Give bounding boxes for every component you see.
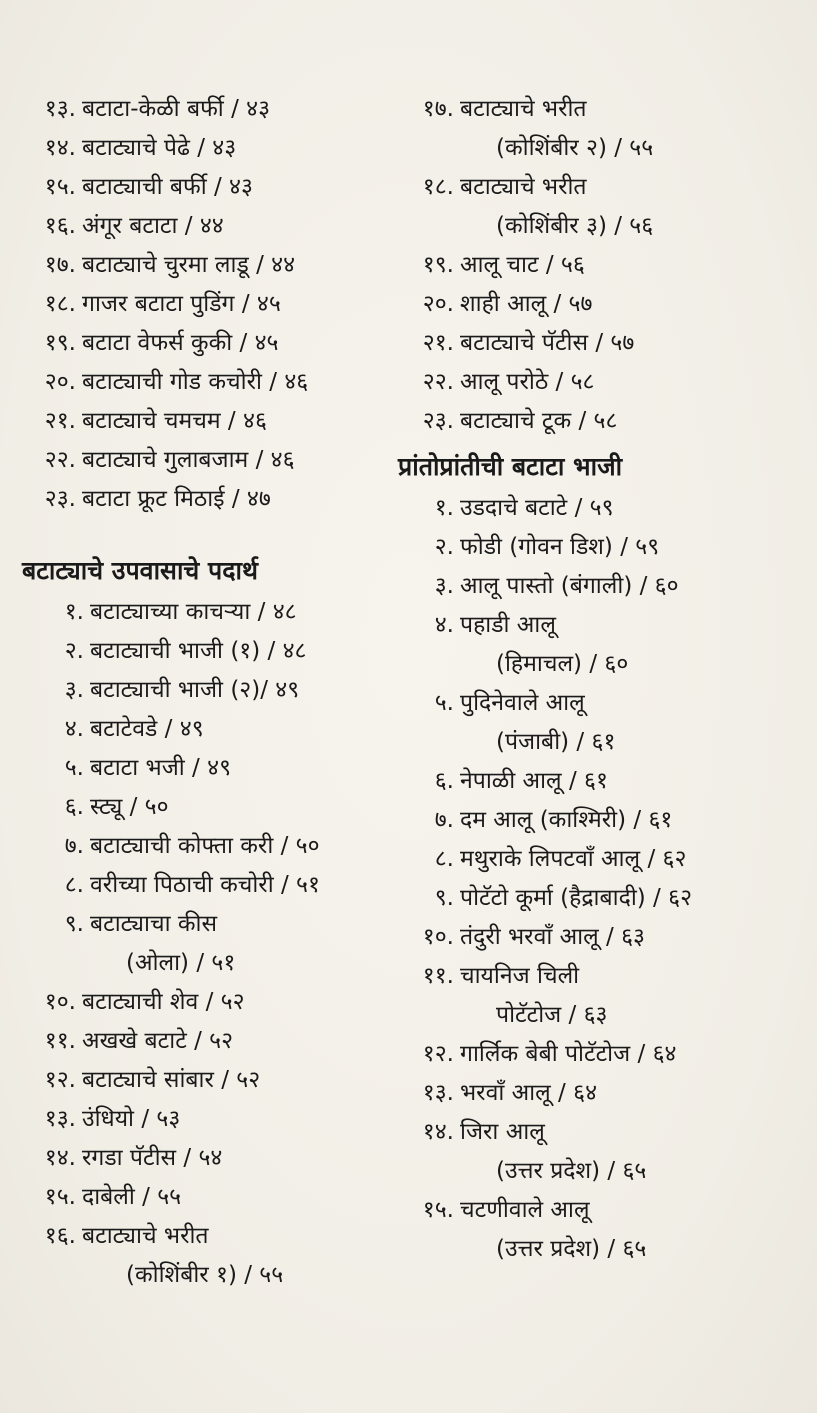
toc-entry-number: १३. <box>422 1080 454 1106</box>
toc-entry-title: बटाट्याचे चमचम / ४६ <box>82 408 267 434</box>
toc-entry-number: ६. <box>434 768 454 794</box>
toc-entry-number: १४. <box>44 135 76 161</box>
toc-entry-title: बटाटा फ्रूट मिठाई / ४७ <box>82 486 271 512</box>
toc-entry-number: ५. <box>434 690 454 716</box>
toc-entry-title: बटाट्याचे भरीत <box>82 1223 209 1249</box>
section-heading-regional-dishes: प्रांतोप्रांतीची बटाटा भाजी <box>398 452 623 481</box>
toc-entry-title: शाही आलू / ५७ <box>460 291 593 317</box>
toc-entry-title: बटाट्याची बर्फी / ४३ <box>82 174 253 200</box>
left-group-2 <box>22 593 402 944</box>
toc-entry <box>22 207 402 246</box>
toc-entry-continuation: (उत्तर प्रदेश) / ६५ <box>496 1158 647 1184</box>
toc-entry-continuation: पोटॅटोज / ६३ <box>496 1002 608 1028</box>
toc-entry-number: १५. <box>44 174 76 200</box>
toc-entry-title: बटाट्याची भाजी (२)/ ४९ <box>90 677 300 703</box>
toc-entry-number: ४. <box>434 612 454 638</box>
toc-entry-number: १९. <box>44 330 76 356</box>
toc-entry-title: दम आलू (काश्मिरी) / ६१ <box>460 807 673 833</box>
left-group-3 <box>22 983 402 1256</box>
toc-entry <box>398 1074 798 1113</box>
toc-entry-number: २१. <box>44 408 76 434</box>
toc-entry-number: २. <box>434 534 454 560</box>
toc-entry-title: स्ट्यू / ५० <box>90 794 169 820</box>
toc-entry-number: २२. <box>44 447 76 473</box>
toc-entry <box>398 489 798 528</box>
toc-entry <box>22 1178 402 1217</box>
toc-entry-title: चायनिज चिली <box>460 963 580 989</box>
toc-entry-number: ३. <box>64 677 84 703</box>
toc-entry-number: १९. <box>422 252 454 278</box>
toc-entry-title: बटाट्याचे भरीत <box>460 174 587 200</box>
right-group-4 <box>398 1035 798 1152</box>
toc-entry-title: बटाट्याचे गुलाबजाम / ४६ <box>82 447 295 473</box>
right-group-2 <box>398 489 798 645</box>
toc-entry-number: १६. <box>44 213 76 239</box>
toc-entry <box>398 918 798 957</box>
toc-entry <box>398 285 798 324</box>
toc-entry-title: बटाट्याचे टूक / ५८ <box>460 408 618 434</box>
toc-entry-title: बटाटा वेफर्स कुकी / ४५ <box>82 330 279 356</box>
toc-entry-number: १७. <box>44 252 76 278</box>
toc-entry <box>398 246 798 285</box>
toc-entry-title: बटाट्याची भाजी (१) / ४८ <box>90 638 307 664</box>
toc-entry-title: गाजर बटाटा पुडिंग / ४५ <box>82 291 281 317</box>
toc-entry-title: फोडी (गोवन डिश) / ५९ <box>460 534 660 560</box>
toc-entry-number: ८. <box>64 872 84 898</box>
toc-entry-number: १८. <box>44 291 76 317</box>
toc-entry-number: १६. <box>44 1223 76 1249</box>
right-group-3 <box>398 762 798 996</box>
toc-entry-title: बटाट्याचे पॅटीस / ५७ <box>460 330 635 356</box>
toc-entry-title: अंगूर बटाटा / ४४ <box>82 213 224 239</box>
toc-entry <box>398 957 798 996</box>
toc-entry <box>22 827 402 866</box>
toc-entry <box>398 528 798 567</box>
toc-entry <box>398 840 798 879</box>
toc-entry <box>22 1022 402 1061</box>
toc-entry-title: बटाट्याचा कीस <box>90 911 218 937</box>
toc-entry-number: २३. <box>44 486 76 512</box>
toc-entry-continuation: (कोशिंबीर ३) / ५६ <box>496 213 654 239</box>
toc-entry <box>22 905 402 944</box>
toc-entry-number: ३. <box>434 573 454 599</box>
toc-entry-title: मथुराके लिपटवाँ आलू / ६२ <box>460 846 687 872</box>
toc-entry-title: बटाटा भजी / ४९ <box>90 755 232 781</box>
toc-entry-title: तंदुरी भरवाँ आलू / ६३ <box>460 924 646 950</box>
toc-entry <box>22 788 402 827</box>
toc-entry <box>22 363 402 402</box>
toc-entry <box>22 285 402 324</box>
toc-entry-number: १३. <box>44 96 76 122</box>
toc-entry-number: १०. <box>422 924 454 950</box>
toc-entry-title: जिरा आलू <box>460 1119 545 1145</box>
toc-entry-title: बटाटेवडे / ४९ <box>90 716 204 742</box>
toc-entry-title: बटाट्याची गोड कचोरी / ४६ <box>82 369 309 395</box>
toc-entry-number: ११. <box>44 1028 76 1054</box>
toc-entry <box>398 567 798 606</box>
toc-entry-title: भरवाँ आलू / ६४ <box>460 1080 598 1106</box>
toc-entry <box>398 363 798 402</box>
toc-entry-number: १७. <box>422 96 454 122</box>
toc-entry <box>22 441 402 480</box>
toc-entry-number: १२. <box>422 1041 454 1067</box>
toc-entry-title: बटाट्याचे चुरमा लाडू / ४४ <box>82 252 296 278</box>
toc-entry <box>22 710 402 749</box>
toc-entry-title: रगडा पॅटीस / ५४ <box>82 1145 223 1171</box>
toc-entry-number: १५. <box>44 1184 76 1210</box>
toc-entry <box>22 983 402 1022</box>
toc-entry-title: बटाट्याच्या काचऱ्या / ४८ <box>90 599 297 625</box>
toc-entry <box>22 246 402 285</box>
toc-entry-title: बटाट्याचे भरीत <box>460 96 587 122</box>
toc-entry-title: वरीच्या पिठाची कचोरी / ५१ <box>90 872 320 898</box>
toc-entry <box>22 402 402 441</box>
toc-entry-number: ८. <box>434 846 454 872</box>
right-column <box>398 90 798 1269</box>
toc-entry-title: पुदिनेवाले आलू <box>460 690 585 716</box>
toc-entry-continuation: (कोशिंबीर २) / ५५ <box>496 135 654 161</box>
toc-entry <box>22 168 402 207</box>
toc-entry-number: ७. <box>64 833 84 859</box>
toc-entry <box>398 324 798 363</box>
toc-entry-number: १०. <box>44 989 76 1015</box>
toc-entry-continuation: (हिमाचल) / ६० <box>496 651 629 677</box>
toc-entry-title: बटाट्याचे पेढे / ४३ <box>82 135 237 161</box>
toc-entry-number: १४. <box>422 1119 454 1145</box>
toc-entry-title: दाबेली / ५५ <box>82 1184 182 1210</box>
toc-entry <box>398 402 798 441</box>
toc-entry-title: उंधियो / ५३ <box>82 1106 181 1132</box>
toc-entry-title: बटाटा-केळी बर्फी / ४३ <box>82 96 271 122</box>
toc-entry <box>22 1217 402 1256</box>
toc-entry-number: २२. <box>422 369 454 395</box>
toc-entry <box>22 1139 402 1178</box>
toc-entry-number: ९. <box>434 885 454 911</box>
toc-entry-number: ९. <box>64 911 84 937</box>
toc-entry <box>22 480 402 519</box>
toc-entry <box>22 90 402 129</box>
toc-entry-title: गार्लिक बेबी पोटॅटोज / ६४ <box>460 1041 677 1067</box>
toc-entry <box>22 1061 402 1100</box>
toc-entry-title: बटाट्याचे सांबार / ५२ <box>82 1067 261 1093</box>
toc-entry <box>398 801 798 840</box>
toc-entry-number: २०. <box>422 291 454 317</box>
toc-entry-number: २०. <box>44 369 76 395</box>
toc-entry-title: चटणीवाले आलू <box>460 1197 590 1223</box>
toc-entry-number: १५. <box>422 1197 454 1223</box>
toc-entry-title: अखखे बटाटे / ५२ <box>82 1028 234 1054</box>
toc-entry-title: आलू परोठे / ५८ <box>460 369 595 395</box>
toc-entry <box>22 632 402 671</box>
left-column <box>22 90 402 1295</box>
toc-entry <box>398 1113 798 1152</box>
toc-entry-title: पोटॅटो कूर्मा (हैद्राबादी) / ६२ <box>460 885 693 911</box>
toc-entry <box>22 866 402 905</box>
toc-entry-number: १२. <box>44 1067 76 1093</box>
toc-entry-title: नेपाळी आलू / ६१ <box>460 768 608 794</box>
toc-entry-title: उडदाचे बटाटे / ५९ <box>460 495 614 521</box>
toc-entry-continuation: (ओला) / ५१ <box>126 950 236 976</box>
toc-entry <box>22 671 402 710</box>
toc-entry-number: ७. <box>434 807 454 833</box>
toc-entry-number: १४. <box>44 1145 76 1171</box>
toc-entry <box>22 749 402 788</box>
toc-entry-title: आलू पास्तो (बंगाली) / ६० <box>460 573 679 599</box>
toc-entry <box>398 1191 798 1230</box>
toc-entry-number: ५. <box>64 755 84 781</box>
toc-entry <box>22 593 402 632</box>
toc-entry-number: १. <box>434 495 454 521</box>
toc-entry-number: ६. <box>64 794 84 820</box>
toc-entry-title: बटाट्याची शेव / ५२ <box>82 989 245 1015</box>
toc-entry <box>398 684 798 723</box>
left-group-1 <box>22 90 402 519</box>
toc-entry <box>398 168 798 207</box>
toc-entry-number: १३. <box>44 1106 76 1132</box>
toc-entry <box>22 324 402 363</box>
toc-entry-number: ४. <box>64 716 84 742</box>
toc-entry-title: बटाट्याची कोफ्ता करी / ५० <box>90 833 320 859</box>
toc-entry <box>398 1035 798 1074</box>
toc-entry-number: २१. <box>422 330 454 356</box>
toc-entry-number: १. <box>64 599 84 625</box>
toc-entry-continuation: (कोशिंबीर १) / ५५ <box>126 1262 284 1288</box>
toc-entry-title: पहाडी आलू <box>460 612 556 638</box>
toc-entry-continuation: (पंजाबी) / ६१ <box>496 729 616 755</box>
toc-entry <box>398 762 798 801</box>
toc-entry-number: २. <box>64 638 84 664</box>
toc-entry-number: १८. <box>422 174 454 200</box>
toc-entry <box>22 1100 402 1139</box>
toc-entry-continuation: (उत्तर प्रदेश) / ६५ <box>496 1236 647 1262</box>
right-group-1 <box>398 246 798 441</box>
toc-entry-number: ११. <box>422 963 454 989</box>
toc-entry <box>398 90 798 129</box>
toc-entry <box>398 879 798 918</box>
toc-entry <box>398 606 798 645</box>
toc-entry-number: २३. <box>422 408 454 434</box>
toc-entry <box>22 129 402 168</box>
toc-entry-title: आलू चाट / ५६ <box>460 252 585 278</box>
section-heading-fasting-dishes: बटाट्याचे उपवासाचे पदार्थ <box>22 556 258 585</box>
